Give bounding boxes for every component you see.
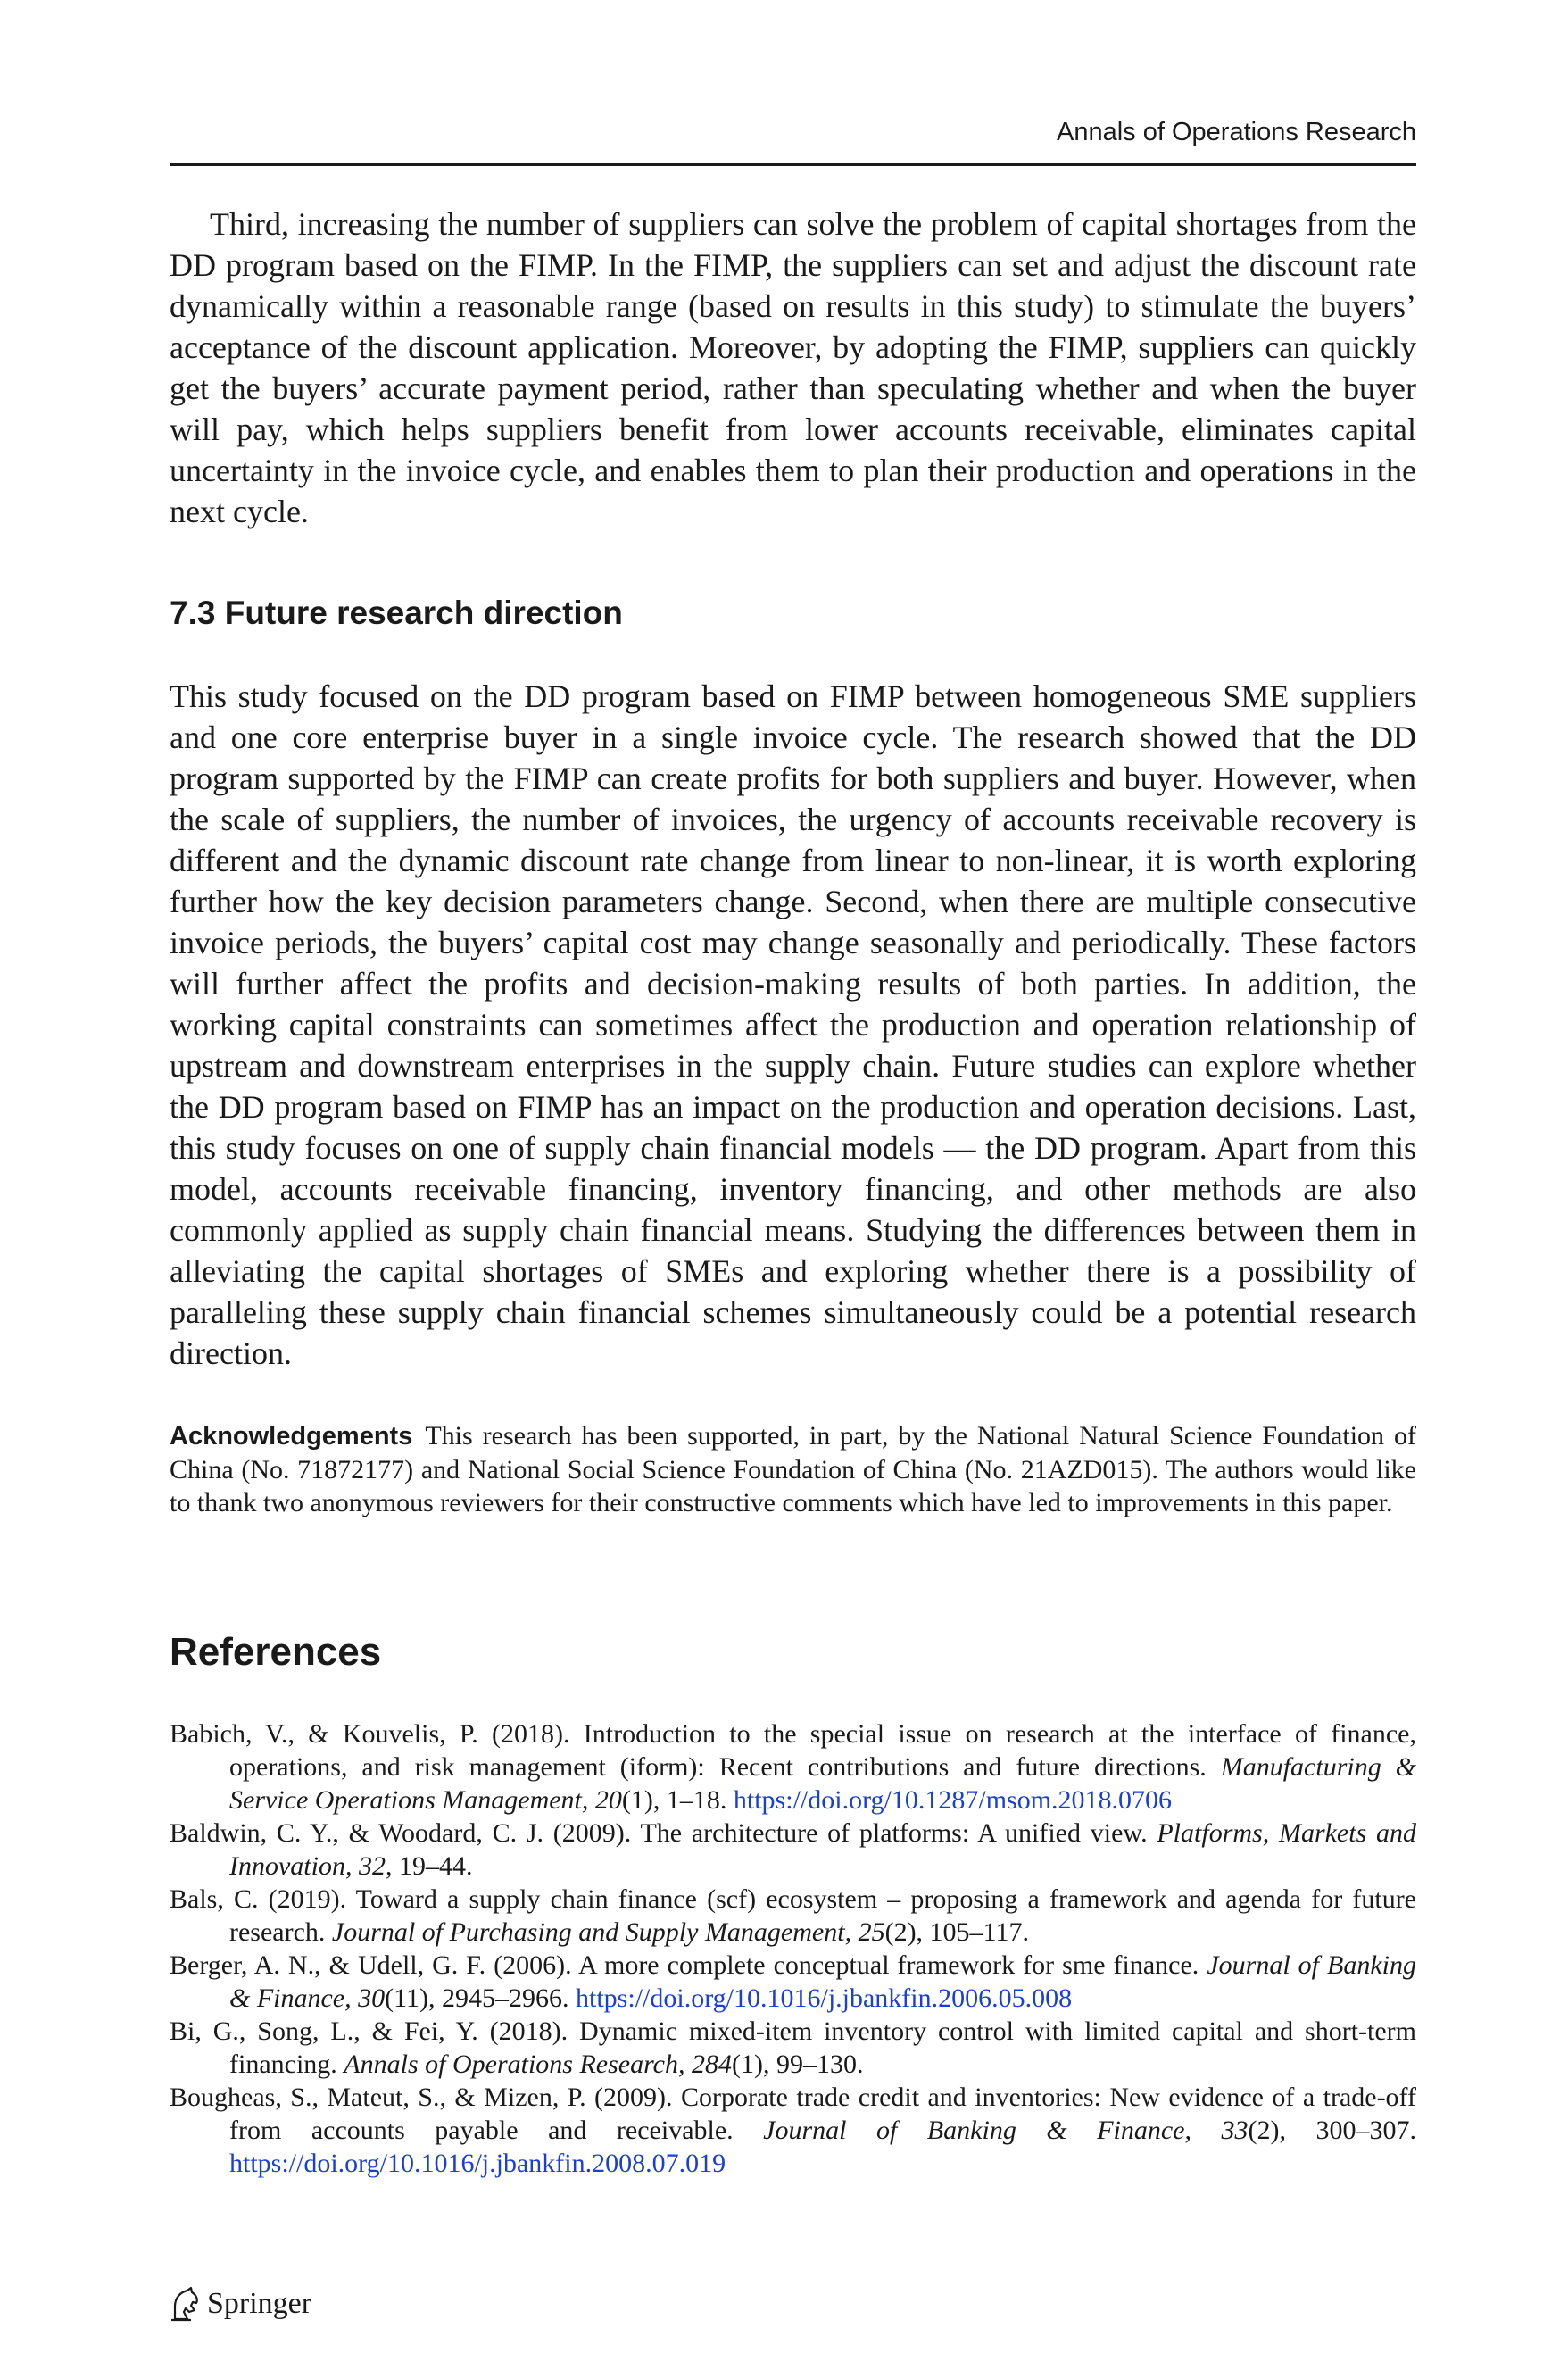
reference-journal: Annals of Operations Research, 284 [344,2050,732,2079]
reference-authors-title: Bals, C. (2019). Toward a supply chain finance (scf) ecosystem – proposing a framework and agenda for future research. [170,1884,1416,1947]
reference-item [170,2015,1416,2081]
reference-item [170,1883,1416,1949]
acknowledgements-text: This research has been supported, in part, by the National Natural Science Foundation of China (No. 71872177) and National Social Science Foundation of China (No. 21AZD015). The authors would like to thank two anonymous reviewers for their constructive comments which have led to improvements in this paper. [170,1421,1416,1517]
reference-pages: , 19–44. [385,1851,473,1881]
acknowledgements-label: Acknowledgements [170,1422,413,1451]
reference-item [170,1949,1416,2015]
reference-journal: Journal of Banking & Finance, 33 [763,2116,1249,2145]
header-rule [170,163,1416,166]
reference-pages: (11), 2945–2966. [385,1983,577,2013]
references-heading: References [170,1630,382,1674]
reference-pages: (2), 105–117. [884,1917,1029,1947]
body-paragraph-future-research: This study focused on the DD program based on FIMP between homogeneous SME suppliers and one core enterprise buyer in a single invoice cycle. The research showed that the DD program supported by the FIMP can create profits for both suppliers and buyer. However, when the scale of suppliers, the number of invoices, the urgency of accounts receivable recovery is different and the dynamic discount rate change from linear to non-linear, it is worth exploring further how the key decision parameters change. Second, when there are multiple consecutive invoice periods, the buyers’ capital cost may change seasonally and periodically. These factors will further affect the profits and decision-making results of both parties. In addition, the working capital constraints can sometimes affect the production and operation relationship of upstream and downstream enterprises in the supply chain. Future studies can explore whether the DD program based on FIMP has an impact on the production and operation decisions. Last, this study focuses on one of supply chain financial models — the DD program. Apart from this model, accounts receivable financing, inventory financing, and other methods are also commonly applied as supply chain financial means. Studying the differences between them in alleviating the capital shortages of SMEs and exploring whether there is a possibility of paralleling these supply chain financial schemes simultaneously could be a potential research direction. [170,678,1416,1371]
reference-list [170,1717,1416,2180]
acknowledgements [170,1419,1416,1519]
reference-authors-title: Berger, A. N., & Udell, G. F. (2006). A more complete conceptual framework for sme finance. [170,1950,1207,1980]
publisher-footer [168,2285,311,2323]
reference-authors-title: Bougheas, S., Mateut, S., & Mizen, P. (2009). Corporate trade credit and inventories: New evidence of a trade-off from accounts payable and receivable. [170,2083,1416,2145]
reference-journal: Platforms, Markets and Innovation, 32 [229,1818,1416,1881]
publisher-name: Springer [207,2287,312,2320]
reference-journal: Journal of Banking & Finance, 30 [229,1950,1417,2013]
running-head-journal: Annals of Operations Research [1057,118,1416,146]
reference-journal: Manufacturing & Service Operations Management, 20 [229,1752,1416,1815]
reference-authors-title: Babich, V., & Kouvelis, P. (2018). Introduction to the special issue on research at the interface of finance, operations, and risk management (iform): Recent contributions and future directions. [170,1719,1416,1782]
springer-horse-icon [168,2285,202,2323]
reference-item [170,1817,1416,1883]
reference-authors-title: Baldwin, C. Y., & Woodard, C. J. (2009). The architecture of platforms: A unified view. [170,1818,1157,1848]
reference-pages: (1), 99–130. [731,2050,864,2079]
reference-authors-title: Bi, G., Song, L., & Fei, Y. (2018). Dynamic mixed-item inventory control with limited capital and short-term financing. [170,2016,1416,2079]
reference-pages: (2), 300–307. [1248,2116,1416,2145]
section-heading: 7.3 Future research direction [170,594,623,631]
reference-doi-link[interactable]: https://doi.org/10.1016/j.jbankfin.2006.05.008 [576,1983,1073,2013]
body-paragraph-third-point: Third, increasing the number of suppliers can solve the problem of capital shortages from the DD program based on the FIMP. In the FIMP, the suppliers can set and adjust the discount rate dynamically within a reasonable range (based on results in this study) to stimulate the buyers’ acceptance of the discount application. Moreover, by adopting the FIMP, suppliers can quickly get the buyers’ accurate payment period, rather than speculating whether and when the buyer will pay, which helps suppliers benefit from lower accounts receivable, eliminates capital uncertainty in the invoice cycle, and enables them to plan their production and operations in the next cycle. [170,206,1416,529]
reference-item [170,2081,1416,2180]
reference-journal: Journal of Purchasing and Supply Management, 25 [331,1917,885,1947]
reference-pages: (1), 1–18. [621,1785,734,1815]
reference-doi-link[interactable]: https://doi.org/10.1016/j.jbankfin.2008.07.019 [229,2149,726,2178]
reference-doi-link[interactable]: https://doi.org/10.1287/msom.2018.0706 [733,1785,1173,1815]
reference-item [170,1717,1416,1817]
